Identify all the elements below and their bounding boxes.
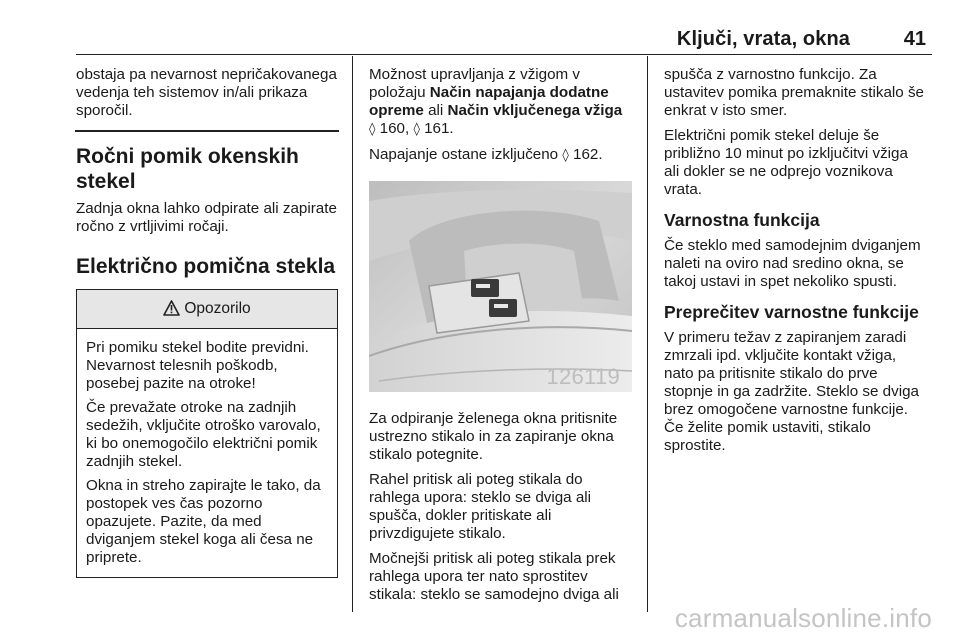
page-title: Ključi, vrata, okna bbox=[676, 28, 850, 50]
warning-triangle-icon bbox=[163, 293, 180, 331]
heading-manual-windows: Ročni pomik okenskih stekel bbox=[76, 144, 299, 193]
safety-paragraph: Če steklo med samodejnim dviganjem naleti na oviro nad sredino okna, se takoj ustavi in spet nekoliko spusti. bbox=[664, 237, 921, 290]
image-id: 126119 bbox=[546, 364, 620, 389]
ignition-paragraph bbox=[369, 66, 633, 139]
warning-title: Opozorilo bbox=[184, 299, 251, 317]
warning-box bbox=[76, 289, 338, 578]
manual-windows-paragraph: Zadnja okna lahko odpirate ali zapirate ročno z vrtljivimi ročaji. bbox=[76, 199, 337, 235]
warning-paragraph-2: Če prevažate otroke na zadnjih sedežih, vključite otroško varovalo, ki bo onemogočilo električni pomik zadnjih stekel. bbox=[86, 398, 321, 470]
ignition-mode-term: Način vključenega vžiga bbox=[447, 102, 623, 119]
override-paragraph: V primeru težav z zapiranjem zaradi zmrzali ipd. vključite kontakt vžiga, nato pa pritisnite stikalo do prve stopnje in ga zadržite. Steklo se dviga brez omogočene varnostne funkcije. Če želite pomik ustaviti, stikalo sprostite. bbox=[664, 329, 919, 454]
text-run: Napajanje ostane izključeno bbox=[369, 146, 563, 163]
heading-safety-function: Varnostna funkcija bbox=[664, 210, 820, 230]
power-off-paragraph bbox=[369, 146, 633, 165]
column-divider-2 bbox=[647, 56, 648, 612]
window-switch-illustration bbox=[369, 181, 632, 392]
page-number: 41 bbox=[903, 28, 926, 50]
intro-rule bbox=[75, 130, 339, 132]
reference-arrow-icon: ◊ bbox=[413, 122, 420, 137]
accessory-mode-term: Način napajanja dodatne opreme bbox=[369, 84, 609, 119]
page-ref-162: 162. bbox=[568, 146, 603, 163]
window-switch-front bbox=[471, 279, 499, 297]
continuation-paragraph: spušča z varnostno funkcijo. Za ustavitev pomika premaknite stikalo še enkrat v isto smer. bbox=[664, 66, 924, 119]
reference-arrow-icon: ◊ bbox=[562, 148, 569, 163]
window-switch-photo bbox=[369, 181, 632, 392]
open-close-paragraph: Za odpiranje želenega okna pritisnite ustrezno stikalo in za zapiranje okna stikalo potegnite. bbox=[369, 410, 618, 463]
site-watermark: carmanualsonline.info bbox=[674, 603, 932, 633]
warning-paragraph-3: Okna in streho zapirajte le tako, da postopek ves čas pozorno opazujete. Pazite, da med dviganjem stekel koga ali česa ne priprete. bbox=[86, 476, 321, 566]
strong-press-paragraph: Močnejši pritisk ali poteg stikala prek rahlega upora ter nato sprostitev stikala: steklo se samodejno dviga ali bbox=[369, 550, 619, 603]
header-rule bbox=[76, 54, 932, 55]
warning-header bbox=[77, 290, 337, 329]
heading-electric-windows: Električno pomična stekla bbox=[76, 254, 336, 278]
page-ref-160: 160, bbox=[375, 120, 414, 137]
text-run: Možnost upravljanja z vžigom v položaju bbox=[369, 66, 581, 101]
column-2 bbox=[369, 66, 633, 611]
warning-paragraph-1: Pri pomiku stekel bodite previdni. Nevarnost telesnih poškodb, posebej pazite na otroke! bbox=[86, 338, 309, 392]
column-divider-1 bbox=[352, 56, 353, 612]
text-run: ali bbox=[423, 102, 448, 119]
light-press-paragraph: Rahel pritisk ali poteg stikala do rahlega upora: steklo se dviga ali spušča, dokler pritiskate ali privzdigujete stikalo. bbox=[369, 471, 592, 542]
column-3 bbox=[664, 66, 926, 462]
intro-paragraph: obstaja pa nevarnost nepričakovanega vedenja teh sistemov in/ali prikaza sporočil. bbox=[76, 66, 337, 119]
reference-arrow-icon: ◊ bbox=[369, 122, 376, 137]
heading-override-safety: Preprečitev varnostne funkcije bbox=[664, 302, 919, 322]
page-header bbox=[76, 22, 932, 54]
window-switch-rear bbox=[489, 299, 517, 317]
page-ref-161: 161. bbox=[419, 120, 454, 137]
timer-paragraph: Električni pomik stekel deluje še približno 10 minut po izključitvi vžiga ali dokler se ne odprejo voznikova vrata. bbox=[664, 127, 908, 198]
warning-body bbox=[77, 329, 337, 577]
column-1 bbox=[76, 66, 338, 578]
